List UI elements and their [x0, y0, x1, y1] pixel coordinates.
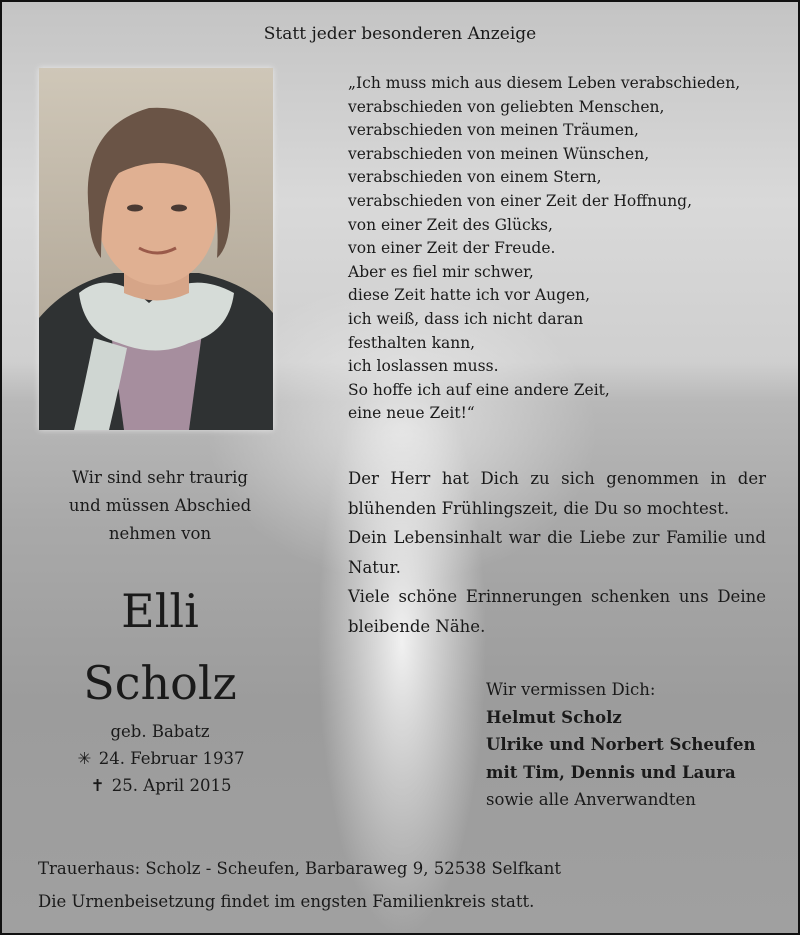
poem-line: ich weiß, dass ich nicht daran — [348, 309, 584, 328]
portrait-illustration — [39, 68, 273, 430]
tribute-paragraph: Der Herr hat Dich zu sich genommen in der blühenden Frühlingszeit, die Du so mochtest. — [348, 469, 766, 518]
poem-line: So hoffe ich auf eine andere Zeit, — [348, 380, 610, 399]
intro-line: nehmen von — [108, 524, 212, 543]
notice-header: Statt jeder besonderen Anzeige — [263, 24, 537, 44]
poem-line: von einer Zeit des Glücks, — [348, 215, 553, 234]
poem-line: ich loslassen muss. — [348, 357, 499, 376]
mourner-name: mit Tim, Dennis und Laura — [486, 762, 736, 782]
poem-line: eine neue Zeit!“ — [348, 404, 475, 423]
death-date: 25. April 2015 — [111, 776, 232, 795]
birth-star-icon: ✳ — [77, 749, 92, 768]
life-dates — [42, 718, 278, 799]
mourners — [486, 676, 756, 814]
intro-line: und müssen Abschied — [68, 496, 252, 515]
tribute-paragraph: Dein Lebensinhalt war die Liebe zur Familie und Natur. — [348, 528, 766, 577]
poem-line: verabschieden von meinen Träumen, — [348, 121, 639, 140]
poem-line: festhalten kann, — [348, 333, 476, 352]
burial-note: Die Urnenbeisetzung findet im engsten Familienkreis statt. — [38, 892, 535, 911]
poem — [348, 72, 740, 426]
deceased-first-name: Elli — [121, 584, 199, 638]
mourner-name: Ulrike und Norbert Scheufen — [486, 735, 756, 754]
portrait-photo — [39, 68, 273, 430]
tribute-paragraph: Viele schöne Erinnerungen schenken uns Deine bleibende Nähe. — [348, 587, 766, 636]
funeral-address: Trauerhaus: Scholz - Scheufen, Barbaraweg 9, 52538 Selfkant — [38, 859, 561, 878]
poem-line: verabschieden von einer Zeit der Hoffnung, — [348, 191, 693, 210]
tribute-text — [348, 464, 766, 641]
death-date-line — [42, 772, 278, 799]
intro-text — [42, 464, 278, 548]
poem-line: von einer Zeit der Freude. — [348, 239, 556, 258]
birth-name: geb. Babatz — [110, 722, 210, 741]
poem-line: verabschieden von geliebten Menschen, — [348, 97, 665, 116]
mourners-others: sowie alle Anverwandten — [486, 790, 696, 809]
poem-line: diese Zeit hatte ich vor Augen, — [348, 286, 591, 305]
poem-line: verabschieden von meinen Wünschen, — [348, 144, 650, 163]
deceased-last-name: Scholz — [83, 656, 237, 710]
cross-icon: ✝ — [90, 776, 105, 795]
intro-line: Wir sind sehr traurig — [72, 468, 248, 487]
birth-date-line — [42, 745, 278, 772]
mourners-intro: Wir vermissen Dich: — [486, 680, 656, 699]
birth-date: 24. Februar 1937 — [98, 749, 245, 768]
poem-line: Aber es fiel mir schwer, — [348, 262, 534, 281]
poem-line: verabschieden von einem Stern, — [348, 168, 602, 187]
footer — [38, 852, 561, 918]
mourner-name: Helmut Scholz — [486, 707, 622, 727]
poem-line: „Ich muss mich aus diesem Leben verabschieden, — [348, 74, 741, 92]
